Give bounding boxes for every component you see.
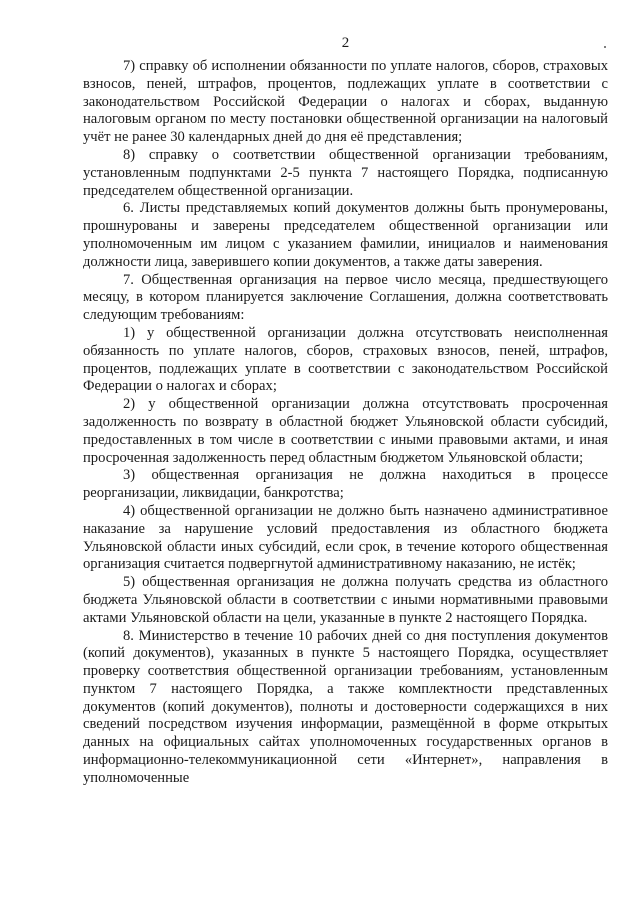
paragraph-requirement-4-no-administrative-penalty: 4) общественной организации не должно быть назначено административное наказание за нарушение условий предоставления из областного бюджета Ульяновской области иных субсидий, если срок, в течение которого общественная организация считается подвергнутой административному наказанию, не истёк; — [83, 502, 608, 573]
paragraph-item-7-tax-certificate: 7) справку об исполнении обязанности по уплате налогов, сборов, страховых взносов, пеней, штрафов, процентов, подлежащих уплате в соответствии с законодательством Российской Федерации о налогах и сборах, выданную налоговым органом по месту постановки общественной организации на налоговый учёт не ранее 30 календарных дней до дня её представления; — [83, 58, 608, 146]
paragraph-requirement-2-no-overdue-debt: 2) у общественной организации должна отсутствовать просроченная задолженность по возврату в областной бюджет Ульяновской области субсидий, предоставленных в том числе в соответствии с иными правовыми актами, и иная просроченная задолженность перед областным бюджетом Ульяновской области; — [83, 396, 608, 466]
paragraph-requirement-3-no-reorganization: 3) общественная организация не должна находиться в процессе реорганизации, ликвидации, банкротства; — [83, 467, 608, 502]
paragraph-section-7-requirements: 7. Общественная организация на первое число месяца, предшествующего месяцу, в котором планируется заключение Соглашения, должна соответствовать следующим требованиям: — [83, 271, 608, 324]
paragraph-section-6-document-certification: 6. Листы представляемых копий документов должны быть пронумерованы, прошнурованы и заверены председателем общественной организации или уполномоченным им лицом с указанием фамилии, инициалов и наименования должности лица, заверившего копии документов, а также даты заверения. — [83, 200, 608, 270]
document-body — [83, 58, 608, 788]
page-number: 2 — [341, 35, 350, 51]
document-page — [83, 0, 608, 905]
scan-speck — [604, 46, 606, 48]
paragraph-item-8-compliance-certificate: 8) справку о соответствии общественной организации требованиям, установленным подпунктами 2-5 пункта 7 настоящего Порядка, подписанную председателем общественной организации. — [83, 146, 608, 199]
paragraph-requirement-5-no-other-funding: 5) общественная организация не должна получать средства из областного бюджета Ульяновской области в соответствии с иными нормативными правовыми актами Ульяновской области на цели, указанные в пункте 2 настоящего Порядка. — [83, 574, 608, 626]
paragraph-requirement-1-no-tax-debt: 1) у общественной организации должна отсутствовать неисполненная обязанность по уплате налогов, сборов, страховых взносов, пеней, штрафов, процентов, подлежащих уплате в соответствии с законодательством Российской Федерации о налогах и сборах; — [83, 324, 608, 395]
paragraph-section-8-ministry-review: 8. Министерство в течение 10 рабочих дней со дня поступления документов (копий документов), указанных в пункте 5 настоящего Порядка, осуществляет проверку соответствия общественной организации требованиям, установленным пунктом 7 настоящего Порядка, а также комплектности представленных документов (копий документов), полноты и достоверности содержащихся в них сведений посредством изучения информации, размещённой в форме открытых данных на официальных сайтах уполномоченных государственных органов в информационно-телекоммуникационной сети «Интернет», направления в уполномоченные — [83, 627, 608, 786]
